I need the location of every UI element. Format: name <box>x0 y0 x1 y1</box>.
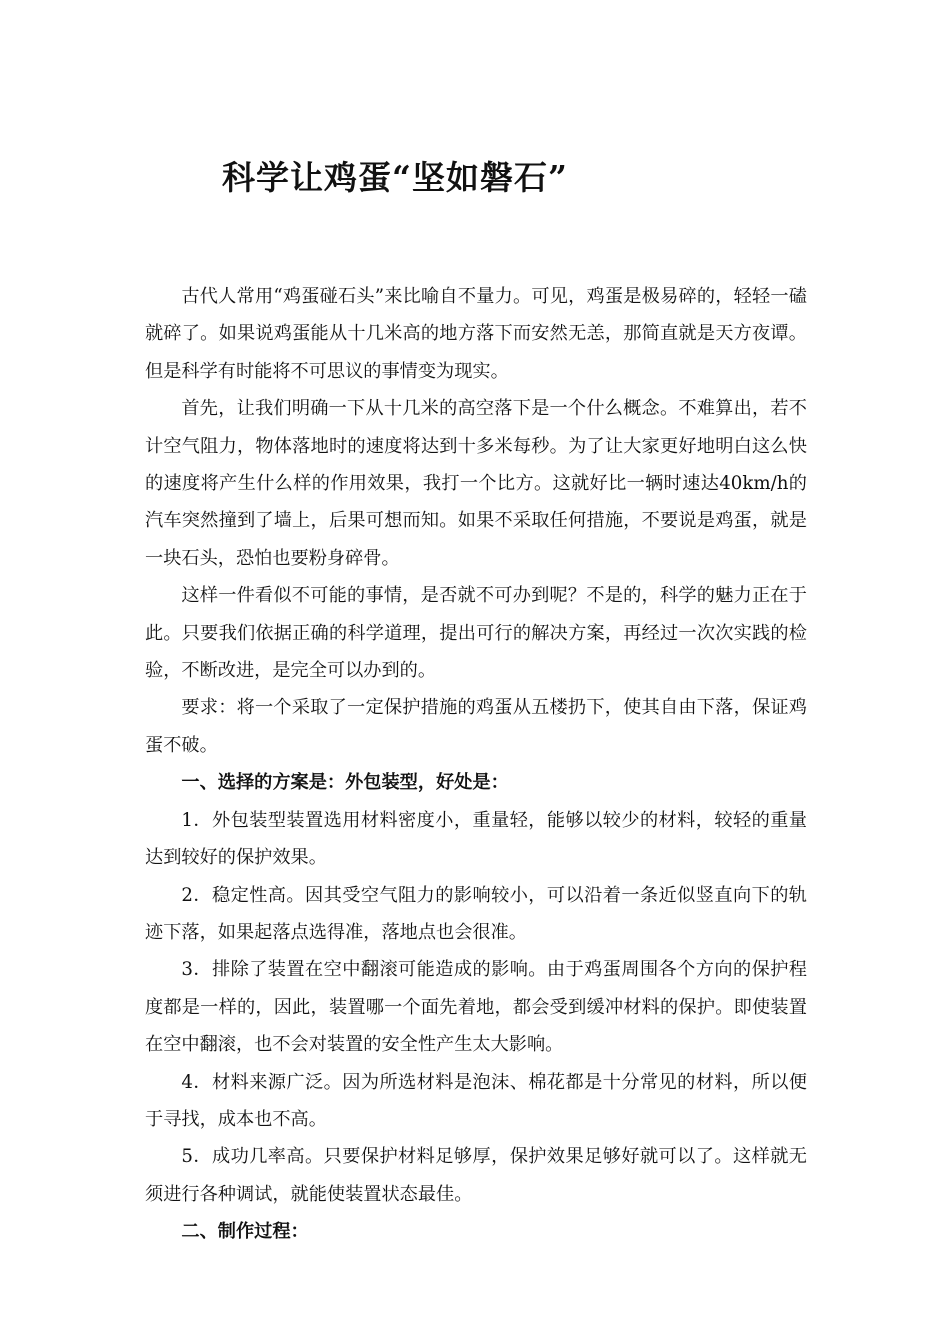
list-item-point-3: 3．排除了装置在空中翻滚可能造成的影响。由于鸡蛋周围各个方向的保护程度都是一样的，因此，装置哪一个面先着地，都会受到缓冲材料的保护。即使装置在空中翻滚，也不会对装置的安全性产生太大影响。 <box>145 959 807 1056</box>
section-heading-process: 二、制作过程： <box>181 1221 309 1243</box>
list-item-point-1: 1．外包装型装置选用材料密度小，重量轻，能够以较少的材料，较轻的重量达到较好的保护效果。 <box>145 809 807 869</box>
section-heading-plan: 一、选择的方案是：外包装型，好处是： <box>181 772 509 794</box>
list-item-point-5: 5．成功几率高。只要保护材料足够厚，保护效果足够好就可以了。这样就无须进行各种调试，就能使装置状态最佳。 <box>145 1146 807 1205</box>
paragraph-possibility: 这样一件看似不可能的事情，是否就不可办到呢？不是的，科学的魅力正在于此。只要我们依据正确的科学道理，提出可行的解决方案，再经过一次次实践的检验，不断改进，是完全可以办到的。 <box>145 585 807 682</box>
list-item-point-4: 4．材料来源广泛。因为所选材料是泡沫、棉花都是十分常见的材料，所以便于寻找，成本也不高。 <box>145 1071 807 1130</box>
list-item-point-2: 2．稳定性高。因其受空气阻力的影响较小，可以沿着一条近似竖直向下的轨迹下落，如果起落点选得准，落地点也会很准。 <box>145 884 807 943</box>
paragraph-speed: 首先，让我们明确一下从十几米的高空落下是一个什么概念。不难算出，若不计空气阻力，物体落地时的速度将达到十多米每秒。为了让大家更好地明白这么快的速度将产生什么样的作用效果，我打一个比方。这就好比一辆时速达40km/h的汽车突然撞到了墙上，后果可想而知。如果不采取任何措施，不要说是鸡蛋，就是一块石头，恐怕也要粉身碎骨。 <box>145 398 807 569</box>
document-title: 科学让鸡蛋“坚如磐石” <box>222 158 568 197</box>
paragraph-intro: 古代人常用“鸡蛋碰石头”来比喻自不量力。可见，鸡蛋是极易碎的，轻轻一磕就碎了。如果说鸡蛋能从十几米高的地方落下而安然无恙，那简直就是天方夜谭。但是科学有时能将不可思议的事情变为现实。 <box>145 286 807 382</box>
document-body <box>145 278 807 1251</box>
paragraph-requirement: 要求：将一个采取了一定保护措施的鸡蛋从五楼扔下，使其自由下落，保证鸡蛋不破。 <box>145 697 807 756</box>
